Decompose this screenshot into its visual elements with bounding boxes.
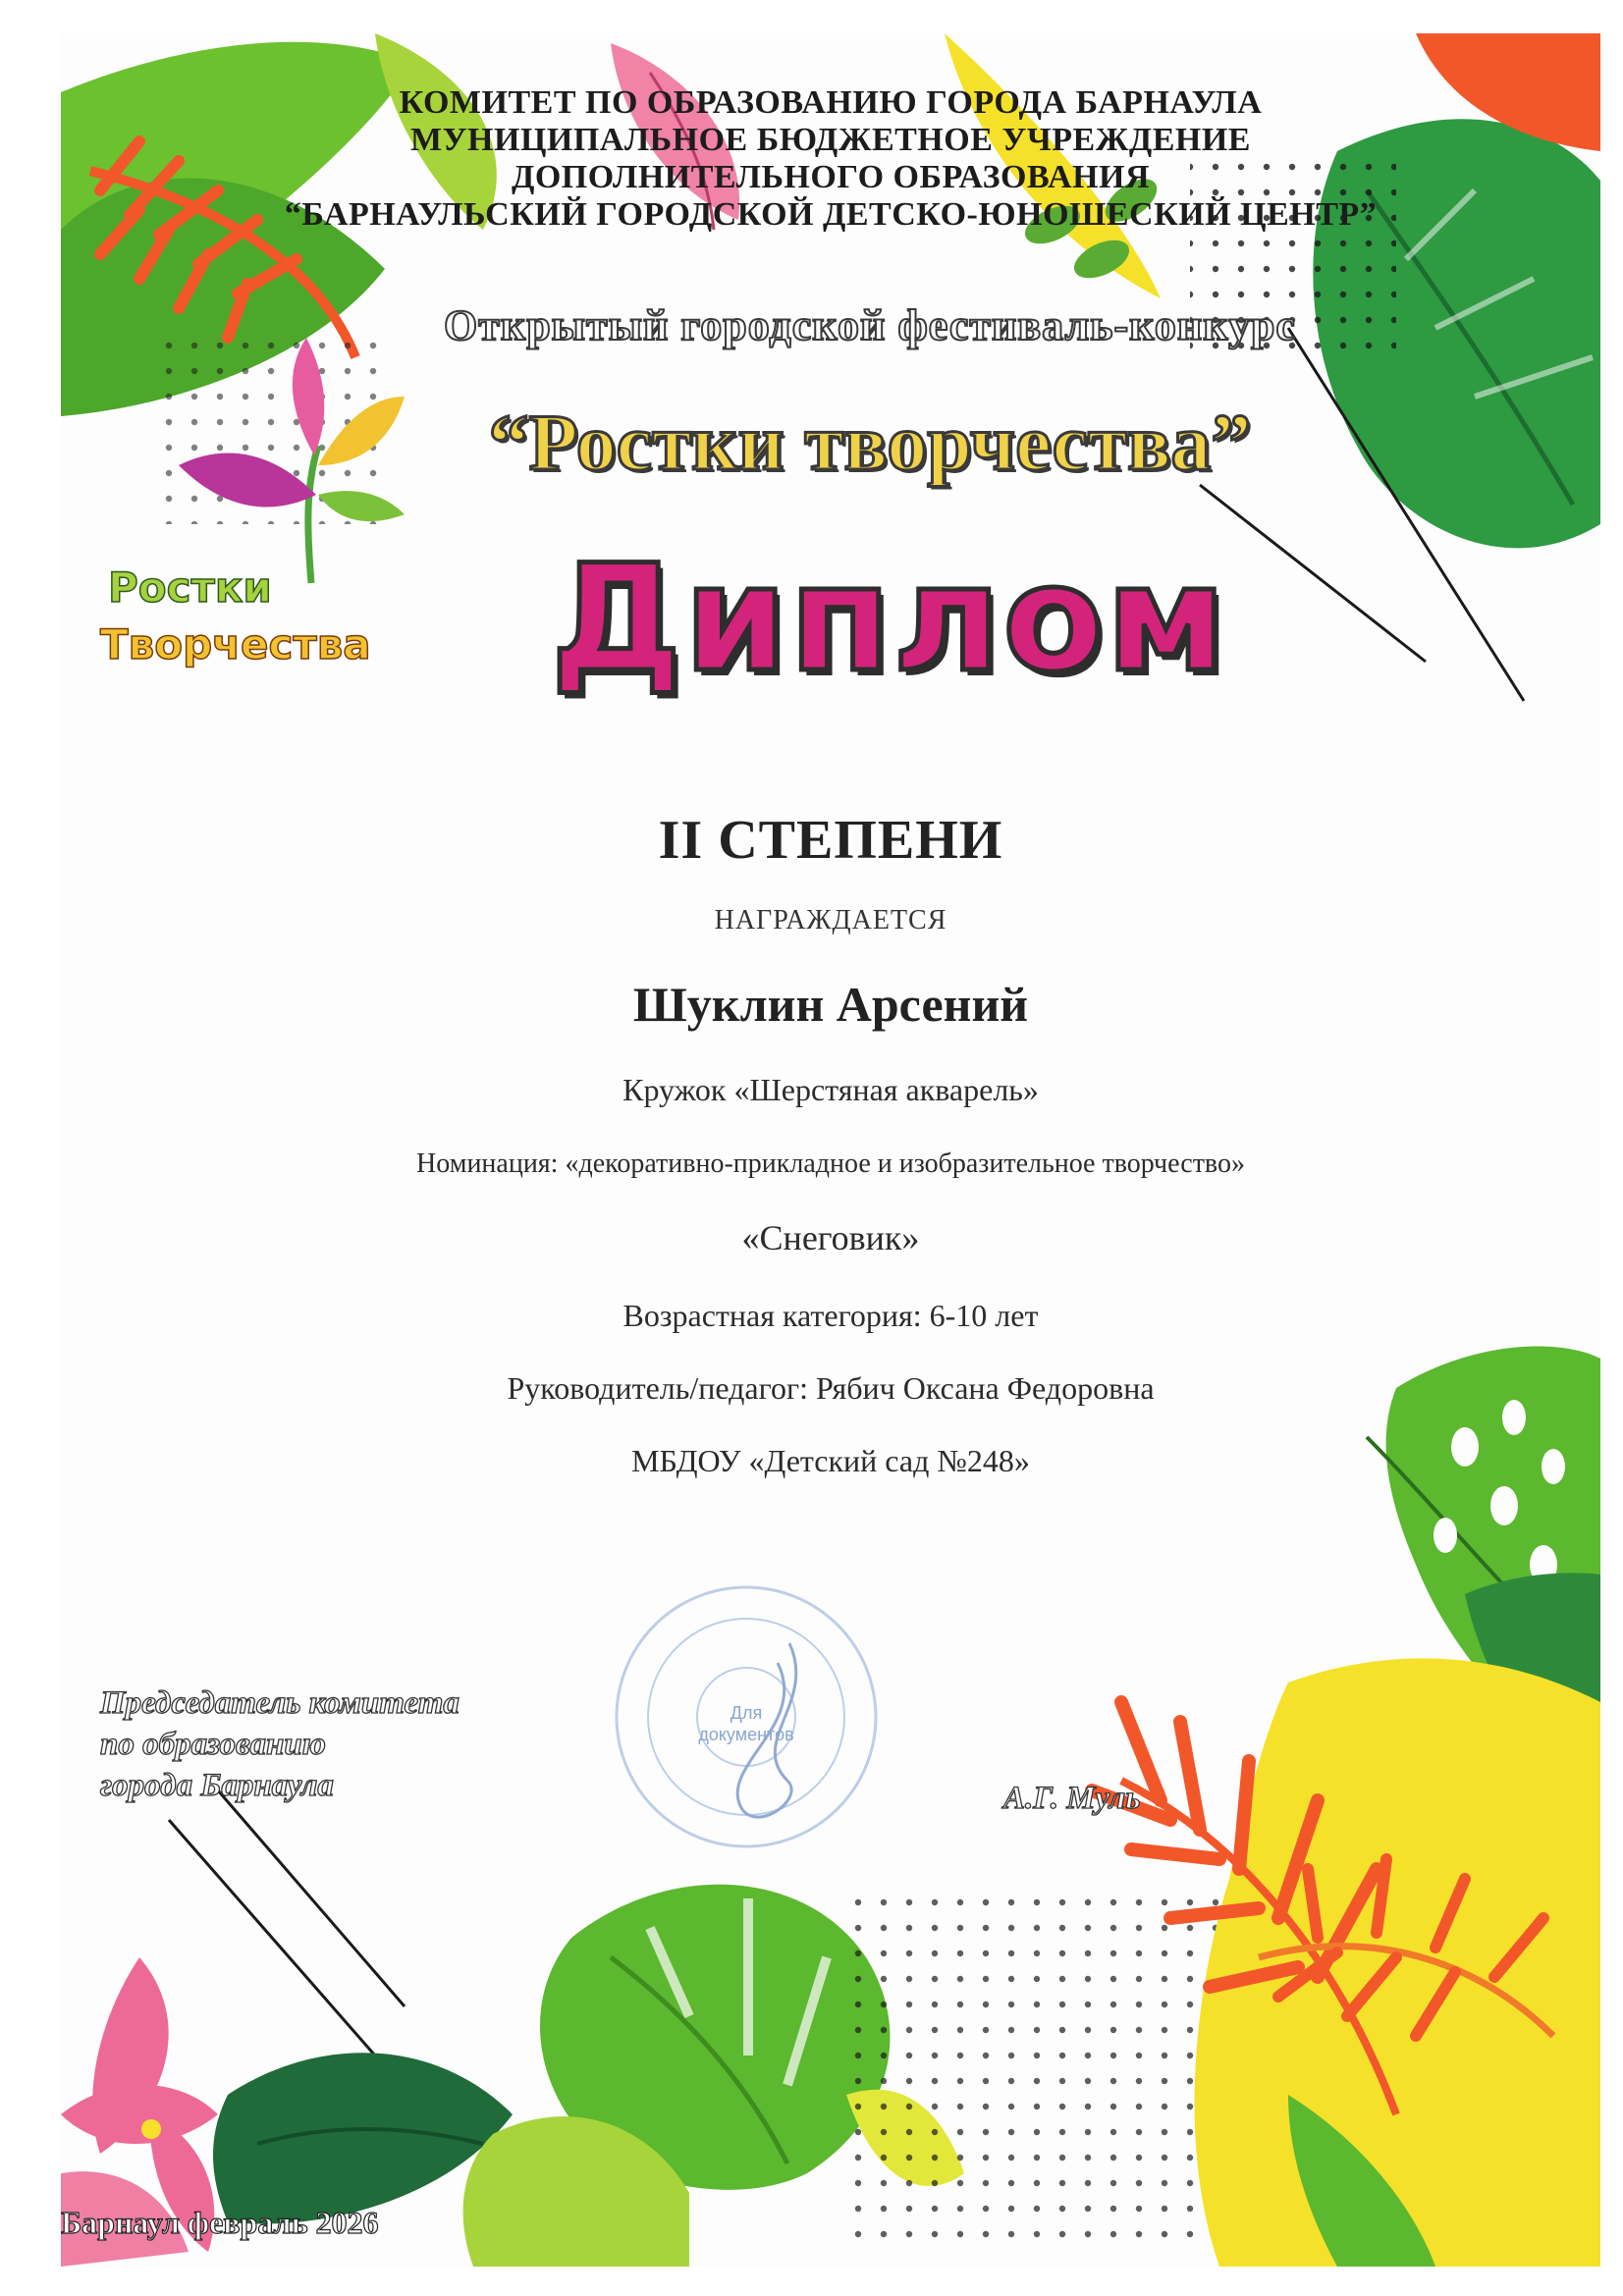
awarded-label: НАГРАЖДАЕТСЯ xyxy=(714,905,947,935)
organization-line-1: КОМИТЕТ ПО ОБРАЗОВАНИЮ ГОРОДА БАРНАУЛА xyxy=(399,84,1263,121)
organization-line-2: МУНИЦИПАЛЬНОЕ БЮДЖЕТНОЕ УЧРЕЖДЕНИЕ xyxy=(410,122,1251,158)
signatory-position xyxy=(100,1682,513,1806)
signatory-position-line-3: города Барнаула xyxy=(100,1768,334,1803)
signatory-position-line-2: по образованию xyxy=(100,1727,326,1762)
footer-place-date: Барнаул февраль 2026 xyxy=(61,2205,379,2240)
stamp-text xyxy=(677,1702,815,1745)
work-title: «Снеговик» xyxy=(741,1218,920,1257)
diploma-title: Диплом xyxy=(551,534,1228,705)
logo-word-1: Ростки xyxy=(108,563,272,612)
club-name: Кружок «Шерстяная акварель» xyxy=(622,1072,1039,1107)
festival-title: Открытый городской фестиваль-конкурс xyxy=(444,301,1296,349)
recipient-name: Шуклин Арсений xyxy=(632,977,1029,1032)
institution: МБДОУ «Детский сад №248» xyxy=(631,1443,1030,1478)
degree: II СТЕПЕНИ xyxy=(658,810,1003,871)
supervisor: Руководитель/педагог: Рябич Оксана Федоровна xyxy=(507,1370,1155,1406)
organization-line-3: ДОПОЛНИТЕЛЬНОГО ОБРАЗОВАНИЯ xyxy=(511,159,1151,195)
logo-word-2: Творчества xyxy=(100,620,371,668)
bottom-left-leaves xyxy=(61,1790,513,2267)
signatory-name: А.Г. Муль xyxy=(1003,1781,1141,1816)
age-category: Возрастная категория: 6-10 лет xyxy=(622,1298,1039,1333)
organization-line-4: “БАРНАУЛЬСКИЙ ГОРОДСКОЙ ДЕТСКО-ЮНОШЕСКИЙ ЦЕНТР” xyxy=(284,196,1378,233)
signatory-position-line-1: Председатель комитета xyxy=(100,1685,460,1721)
diploma-page xyxy=(61,33,1600,2267)
stamp-line-2: документов xyxy=(698,1725,794,1744)
stamp-line-1: Для xyxy=(730,1703,763,1723)
festival-name: “Ростки творчества” xyxy=(488,398,1252,487)
nomination: Номинация: «декоративно-прикладное и изобразительное творчество» xyxy=(416,1148,1245,1179)
